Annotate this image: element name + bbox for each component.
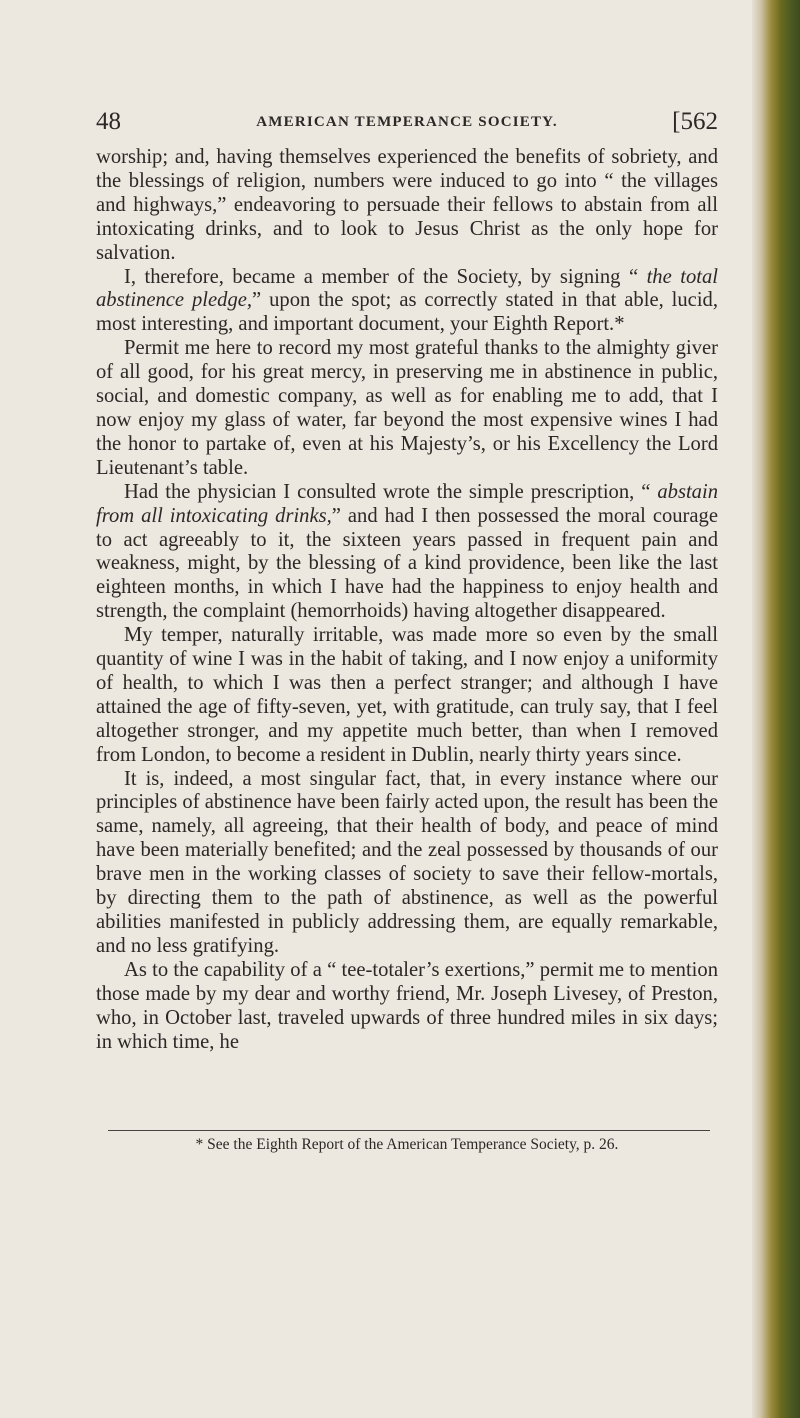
paragraph: Permit me here to record my most grateful thanks to the almighty giver of all good, for his great mercy, in preserving me in abstinence in public, social, and domestic company, as well as for enabling me to add, that I now enjoy my glass of water, far beyond the most expensive wines I had the honor to partake of, even at his Majesty’s, or his Excellency the Lord Lieutenant’s table. [96,337,718,479]
body-text [96,146,718,1054]
paragraph: As to the capability of a “ tee-totaler’s exertions,” permit me to mention those made by my dear and worthy friend, Mr. Joseph Livesey, of Preston, who, in October last, traveled upwards of three hundred miles in six days; in which time, he [96,958,718,1053]
footnote-divider [108,1130,710,1131]
paragraph [96,481,718,624]
page-number: 48 [96,108,121,135]
emphasis: the total abstinence pledge, [96,265,718,312]
text-run: Had the physician I consulted wrote the simple prescription, “ [124,480,658,503]
paragraph [96,266,718,338]
text-run: ” and had I then possessed the moral courage to act agreeably to it, the sixteen years passed in frequent pain and weakness, might, by the blessing of a kind providence, been like the last eighteen months, in which I have had the happiness to enjoy health and strength, the complaint (hemorrhoids) having altogether disappeared. [96,504,718,623]
book-spine-edge [752,0,800,1418]
paragraph: It is, indeed, a most singular fact, that, in every instance where our principles of abstinence have been fairly acted upon, the result has been the same, namely, all agreeing, that their health of body, and peace of mind have been materially benefited; and the zeal possessed by thousands of our brave men in the working classes of society to save their fellow-mortals, by directing them to the path of abstinence, as well as the powerful abilities manifested in publicly addressing them, are equally remarkable, and no less gratifying. [96,767,718,957]
running-title: AMERICAN TEMPERANCE SOCIETY. [256,114,558,130]
text-run: ” upon the spot; as correctly stated in that able, lucid, most interesting, and important document, your Eighth Report.* [96,289,718,336]
page-reference: [562 [672,108,718,135]
emphasis: abstain from all intoxicating drinks, [96,480,718,527]
paragraph: My temper, naturally irritable, was made more so even by the small quantity of wine I was in the habit of taking, and I now enjoy a uniformity of health, to which I was then a perfect stranger; and although I have attained the age of fifty-seven, yet, with gratitude, can truly say, that I feel altogether stronger, and my appetite much better, than when I removed from London, to become a resident in Dublin, nearly thirty years since. [96,624,718,766]
text-run: I, therefore, became a member of the Society, by signing “ [124,265,647,288]
page-header [96,108,718,148]
paragraph: worship; and, having themselves experienced the benefits of sobriety, and the blessings of religion, numbers were induced to go into “ the villages and highways,” endeavoring to persuade their fellows to abstain from all intoxicating drinks, and to look to Jesus Christ as the only hope for salvation. [96,146,718,264]
footnote: * See the Eighth Report of the American Temperance Society, p. 26. [195,1136,619,1153]
